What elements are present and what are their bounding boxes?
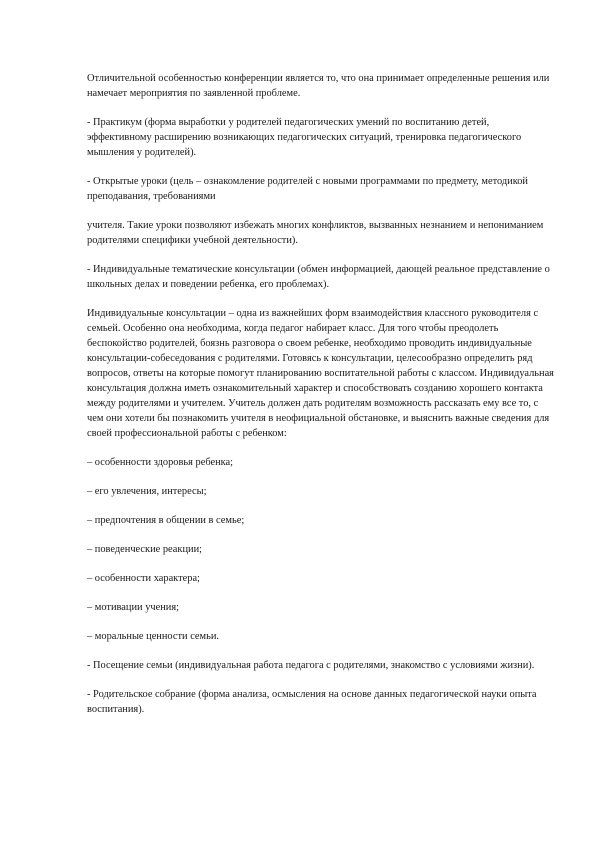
paragraph-open-lessons: - Открытые уроки (цель – ознакомление родителей с новыми программами по предмету, методикой преподавания, требованиями xyxy=(87,176,528,202)
paragraph-individual-consultations: Индивидуальные консультации – одна из важнейших форм взаимодействия классного руководителя с семьей. Особенно она необходима, когда педагог набирает класс. Для того чтобы преодолеть беспокойство родителей, боязнь разговора о своем ребенке, необходимо проводить индивидуальные консультации-собеседования с родителями. Готовясь к консультации, целесообразно определить ряд вопросов, ответы на которые помогут планированию воспитательной работы с классом. Индивидуальная консультация должна иметь ознакомительный характер и способствовать созданию хорошего контакта между родителями и учителем. Учитель должен дать родителям возможность рассказать ему все то, с чем они хотели бы познакомить учителя в неофициальной обстановке, и выяснить важные сведения для своей профессиональной работы с ребенком: xyxy=(87,308,554,439)
list-item: – особенности характера; xyxy=(87,573,200,584)
paragraph-parent-meeting: - Родительское собрание (форма анализа, осмысления на основе данных педагогической науки опыта воспитания). xyxy=(87,689,537,715)
list-item: – мотивации учения; xyxy=(87,602,180,613)
paragraph-conference-features: Отличительной особенностью конференции является то, что она принимает определенные решения или намечает мероприятия по заявленной проблеме. xyxy=(87,73,550,99)
list-item: – моральные ценности семьи. xyxy=(87,631,220,642)
paragraph-open-lessons-continued: учителя. Такие уроки позволяют избежать многих конфликтов, вызванных незнанием и непониманием родителями специфики учебной деятельности). xyxy=(87,220,544,246)
list-item: – поведенческие реакции; xyxy=(87,544,203,555)
paragraph-practicum: - Практикум (форма выработки у родителей педагогических умений по воспитанию детей, эффективному расширению возникающих педагогических ситуаций, тренировка педагогического мышления у родителей). xyxy=(87,117,522,158)
list-item: – его увлечения, интересы; xyxy=(87,486,207,497)
document-body xyxy=(87,71,555,731)
paragraph-thematic-consultations: - Индивидуальные тематические консультации (обмен информацией, дающей реальное представление о школьных делах и поведении ребенка, его проблемах). xyxy=(87,264,550,290)
paragraph-family-visit: - Посещение семьи (индивидуальная работа педагога с родителями, знакомство с условиями жизни). xyxy=(87,660,535,671)
list-item: – предпочтения в общении в семье; xyxy=(87,515,245,526)
list-item: – особенности здоровья ребенка; xyxy=(87,457,234,468)
